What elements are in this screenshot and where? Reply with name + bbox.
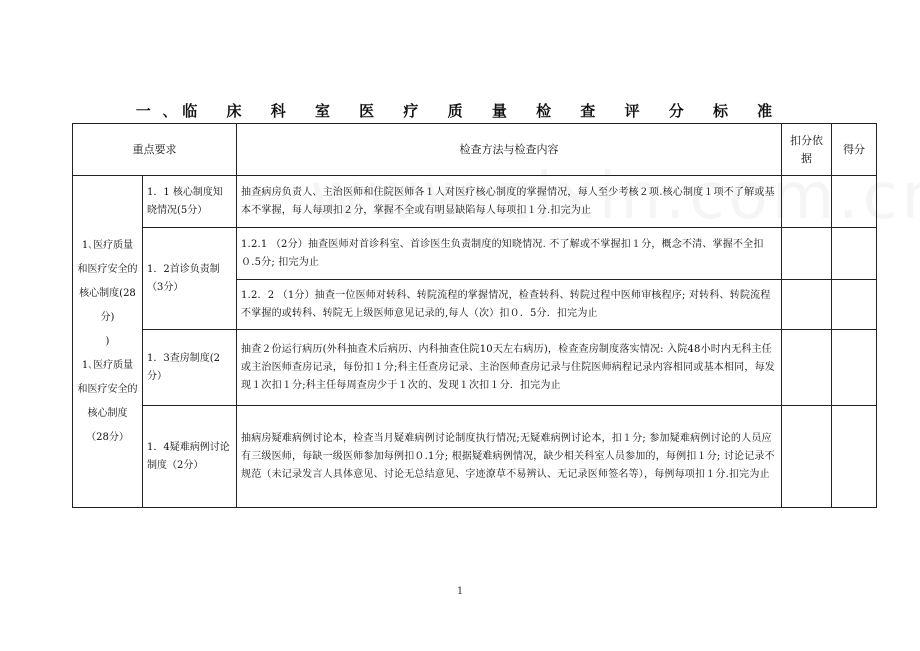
category-cell [73, 176, 143, 508]
score-cell [832, 330, 877, 406]
header-score: 得分 [832, 124, 877, 176]
table-row [73, 176, 877, 228]
page-title: 一､临 床 科 室 医 疗 质 量 检 查 评 分 标 准 [135, 102, 785, 120]
header-key-requirements: 重点要求 [73, 124, 237, 176]
header-deduction-basis: 扣分依据 [782, 124, 832, 176]
content-cell: 抽病房疑难病例讨论本，检查当月疑难病例讨论制度执行情况;无疑难病例讨论本，扣１分; 参加疑难病例讨论的人员应有三级医师，每缺一级医师参加每例扣０.1分; 根据疑难病例情况，缺少相关科室人员参加的，每例扣１分; 讨论记录不规范（未记录发言人具体意见、讨论无总结意见、字迹潦草不易辨认、无记录医师签名等），每例每项扣１分.扣完为止 [237, 406, 782, 508]
content-cell: 1.2.1 （2分）抽查医师对首诊科室、首诊医生负责制度的知晓情况. 不了解或不掌握扣１分，概念不清、掌握不全扣０.5分; 扣完为止 [237, 228, 782, 280]
category-label: 1､医疗质量和医疗安全的核心制度(28分) ) 1､医疗质量和医疗安全的核心制度（28分） [77, 239, 138, 443]
deduction-cell [782, 330, 832, 406]
item-cell: 1．4疑难病例讨论制度（2分） [143, 406, 237, 508]
header-method: 检查方法与检查内容 [237, 124, 782, 176]
content-cell: 1.2．2 （1分）抽查一位医师对转科、转院流程的掌握情况，检查转科、转院过程中医师审核程序; 对转科、转院流程不掌握的或转科、转院无上级医师意见记录的,每人（次）扣０．5分．扣完为止 [237, 280, 782, 330]
deduction-cell [782, 176, 832, 228]
table-row [73, 228, 877, 280]
item-cell: 1．2首诊负责制（3分） [143, 228, 237, 330]
content-cell: 抽查２份运行病历(外科抽查术后病历、内科抽查住院10天左右病历)，检查查房制度落实情况: 入院48小时内无科主任或主治医师查房记录，每份扣１分;科主任查房记录、主治医师查房记录与住院医师病程记录内容相同或基本相同，每发现１次扣１分;科主任每周查房少于１次的、发现１次扣１分．扣完为止 [237, 330, 782, 406]
content-cell: 抽查病房负责人、主治医师和住院医师各１人对医疗核心制度的掌握情况，每人至少考核２项.核心制度１项不了解或基本不掌握，每人每项扣２分，掌握不全或有明显缺陷每人每项扣１分.扣完为止 [237, 176, 782, 228]
deduction-cell [782, 228, 832, 280]
deduction-cell [782, 406, 832, 508]
page-number: 1 [456, 586, 464, 597]
score-cell [832, 176, 877, 228]
score-cell [832, 280, 877, 330]
table-row [73, 406, 877, 508]
item-cell: 1．1 核心制度知晓情况(5分） [143, 176, 237, 228]
table-header-row [73, 124, 877, 176]
item-cell: 1．3查房制度(2分） [143, 330, 237, 406]
deduction-cell [782, 280, 832, 330]
scoring-table [72, 123, 877, 508]
table-row [73, 330, 877, 406]
score-cell [832, 228, 877, 280]
score-cell [832, 406, 877, 508]
